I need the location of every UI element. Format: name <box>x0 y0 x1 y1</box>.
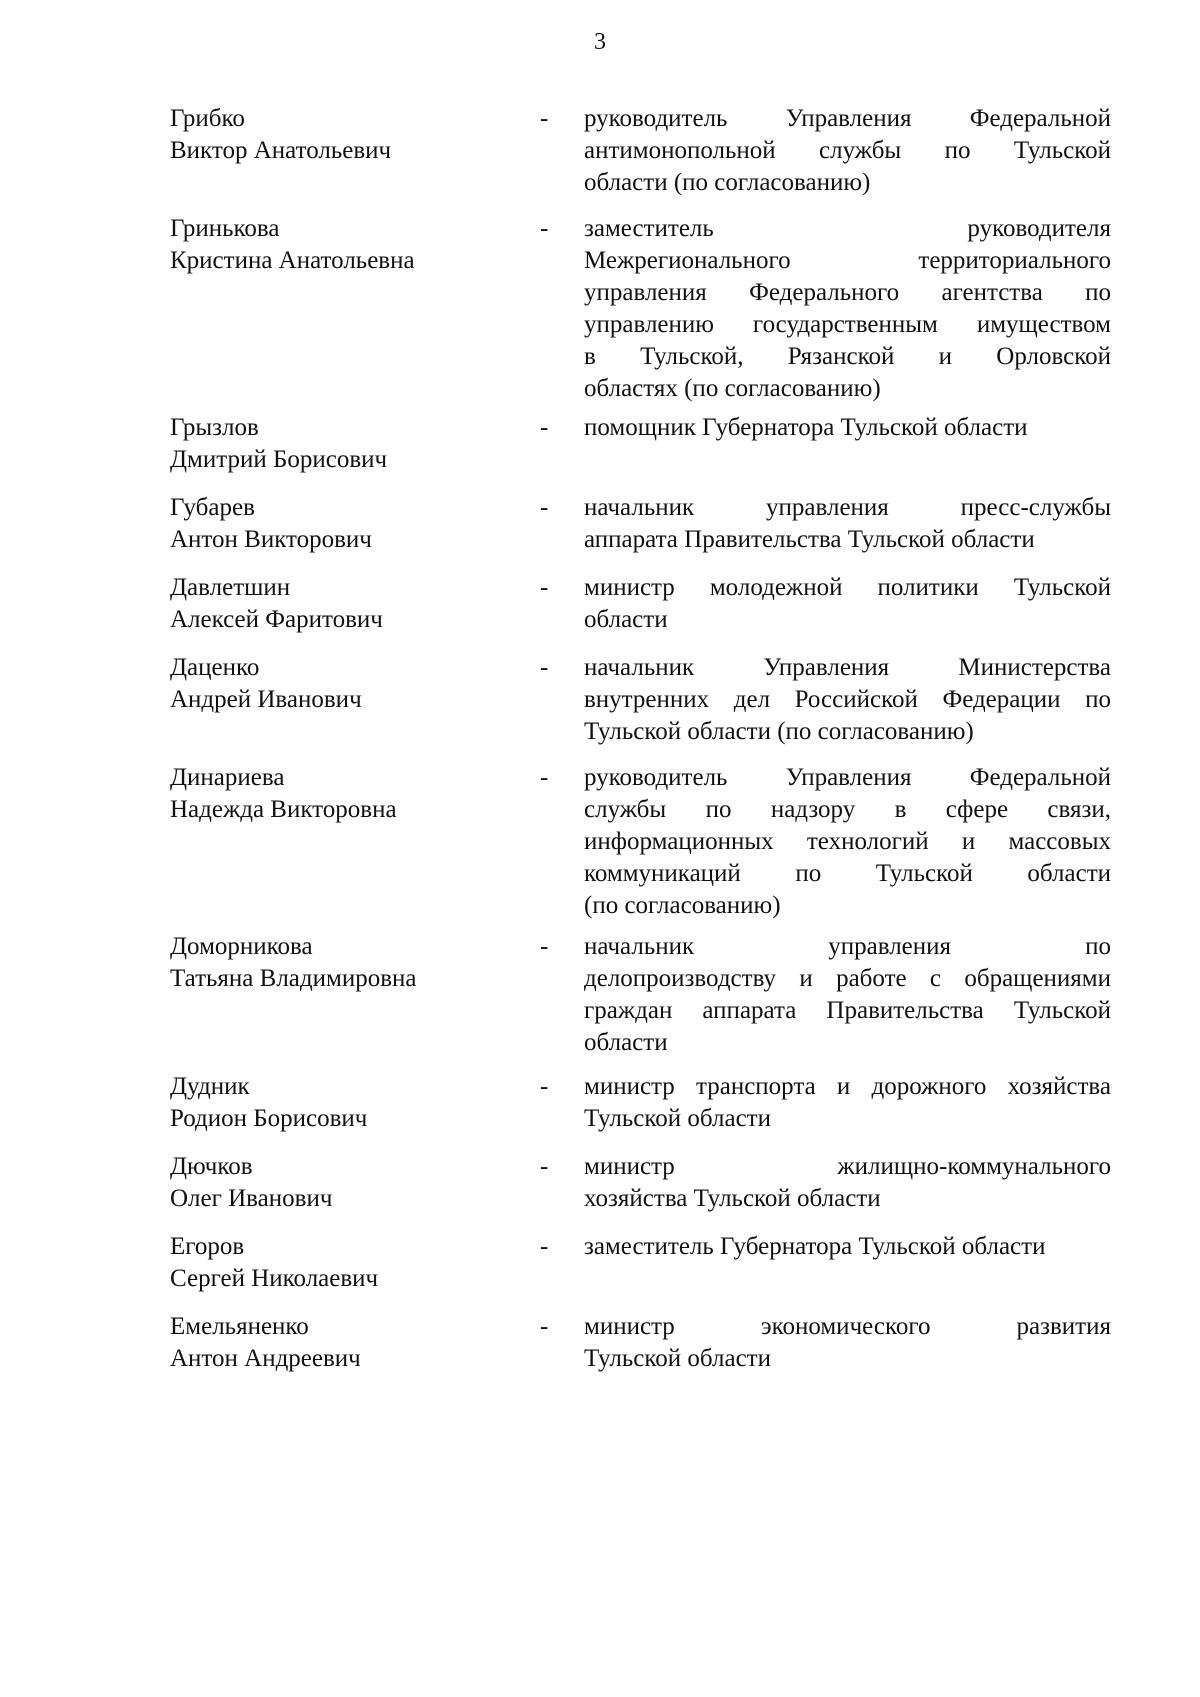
member-name <box>170 931 510 995</box>
member-dash-separator: - <box>540 414 549 441</box>
member-surname: Грибко <box>170 105 245 132</box>
member-surname: Емельяненко <box>170 1313 309 1340</box>
member-position-line: помощник Губернатора Тульской области <box>584 414 1028 441</box>
member-position <box>584 1151 1111 1215</box>
member-given-names: Сергей Николаевич <box>170 1265 379 1292</box>
member-dash-separator: - <box>540 574 549 601</box>
member-position-line: управления Федерального агентства по <box>584 279 1111 306</box>
member-surname: Дючков <box>170 1153 253 1180</box>
member-name <box>170 1071 510 1135</box>
member-position-line: внутренних дел Российской Федерации по <box>584 686 1111 713</box>
member-name <box>170 103 510 167</box>
member-given-names: Андрей Иванович <box>170 686 362 713</box>
member-position <box>584 652 1111 748</box>
member-given-names: Родион Борисович <box>170 1105 368 1132</box>
member-position-line: начальник Управления Министерства <box>584 654 1111 681</box>
member-dash-separator: - <box>540 494 549 521</box>
member-dash-separator: - <box>540 105 549 132</box>
member-dash-separator: - <box>540 933 549 960</box>
member-surname: Динариева <box>170 764 285 791</box>
member-position-line: министр жилищно-коммунального <box>584 1153 1111 1180</box>
member-dash-separator: - <box>540 1233 549 1260</box>
member-name <box>170 492 510 556</box>
member-position-line: хозяйства Тульской области <box>584 1185 881 1212</box>
member-name <box>170 412 510 476</box>
member-surname: Губарев <box>170 494 255 521</box>
member-name <box>170 213 510 277</box>
member-position-line: заместитель Губернатора Тульской области <box>584 1233 1046 1260</box>
member-position-line: коммуникаций по Тульской области <box>584 860 1111 887</box>
member-position-line: управлению государственным имуществом <box>584 311 1111 338</box>
member-position <box>584 931 1111 1059</box>
member-position-line: (по согласованию) <box>584 892 781 919</box>
member-dash-separator: - <box>540 764 549 791</box>
member-position <box>584 412 1111 444</box>
member-dash-separator: - <box>540 1153 549 1180</box>
member-surname: Давлетшин <box>170 574 291 601</box>
member-given-names: Кристина Анатольевна <box>170 247 415 274</box>
member-position-line: заместитель руководителя <box>584 215 1111 242</box>
member-name <box>170 762 510 826</box>
member-given-names: Алексей Фаритович <box>170 606 383 633</box>
member-position-line: областях (по согласованию) <box>584 375 881 402</box>
member-position-line: министр экономического развития <box>584 1313 1111 1340</box>
member-position-line: министр транспорта и дорожного хозяйства <box>584 1073 1111 1100</box>
member-position-line: делопроизводству и работе с обращениями <box>584 965 1111 992</box>
member-position-line: информационных технологий и массовых <box>584 828 1111 855</box>
member-position-line: министр молодежной политики Тульской <box>584 574 1111 601</box>
member-position-line: службы по надзору в сфере связи, <box>584 796 1111 823</box>
member-dash-separator: - <box>540 215 549 242</box>
member-position-line: области <box>584 606 668 633</box>
member-position-line: Тульской области <box>584 1105 771 1132</box>
member-position <box>584 492 1111 556</box>
member-position-line: начальник управления по <box>584 933 1111 960</box>
member-given-names: Олег Иванович <box>170 1185 333 1212</box>
page-number: 3 <box>594 29 606 55</box>
member-name <box>170 1311 510 1375</box>
member-surname: Егоров <box>170 1233 245 1260</box>
member-surname: Даценко <box>170 654 260 681</box>
member-given-names: Антон Викторович <box>170 526 372 553</box>
member-name <box>170 1151 510 1215</box>
member-position <box>584 1071 1111 1135</box>
member-position-line: начальник управления пресс-службы <box>584 494 1111 521</box>
member-position-line: Тульской области <box>584 1345 771 1372</box>
member-surname: Дудник <box>170 1073 250 1100</box>
member-position <box>584 572 1111 636</box>
member-position <box>584 762 1111 922</box>
member-position-line: руководитель Управления Федеральной <box>584 105 1111 132</box>
member-position-line: руководитель Управления Федеральной <box>584 764 1111 791</box>
member-position-line: аппарата Правительства Тульской области <box>584 526 1035 553</box>
member-dash-separator: - <box>540 1073 549 1100</box>
member-name <box>170 652 510 716</box>
member-position-line: граждан аппарата Правительства Тульской <box>584 997 1111 1024</box>
member-position <box>584 213 1111 405</box>
member-position <box>584 1311 1111 1375</box>
member-name <box>170 1231 510 1295</box>
member-given-names: Татьяна Владимировна <box>170 965 417 992</box>
member-position-line: Тульской области (по согласованию) <box>584 718 974 745</box>
member-surname: Грызлов <box>170 414 259 441</box>
member-surname: Доморникова <box>170 933 313 960</box>
member-position-line: антимонопольной службы по Тульской <box>584 137 1111 164</box>
member-position <box>584 103 1111 199</box>
member-position-line: области (по согласованию) <box>584 169 871 196</box>
member-position-line: Межрегионального территориального <box>584 247 1111 274</box>
member-dash-separator: - <box>540 654 549 681</box>
member-given-names: Антон Андреевич <box>170 1345 361 1372</box>
member-surname: Гринькова <box>170 215 280 242</box>
member-position-line: в Тульской, Рязанской и Орловской <box>584 343 1111 370</box>
member-given-names: Виктор Анатольевич <box>170 137 392 164</box>
member-position <box>584 1231 1111 1263</box>
member-given-names: Надежда Викторовна <box>170 796 397 823</box>
member-dash-separator: - <box>540 1313 549 1340</box>
member-position-line: области <box>584 1029 668 1056</box>
member-name <box>170 572 510 636</box>
member-given-names: Дмитрий Борисович <box>170 446 388 473</box>
